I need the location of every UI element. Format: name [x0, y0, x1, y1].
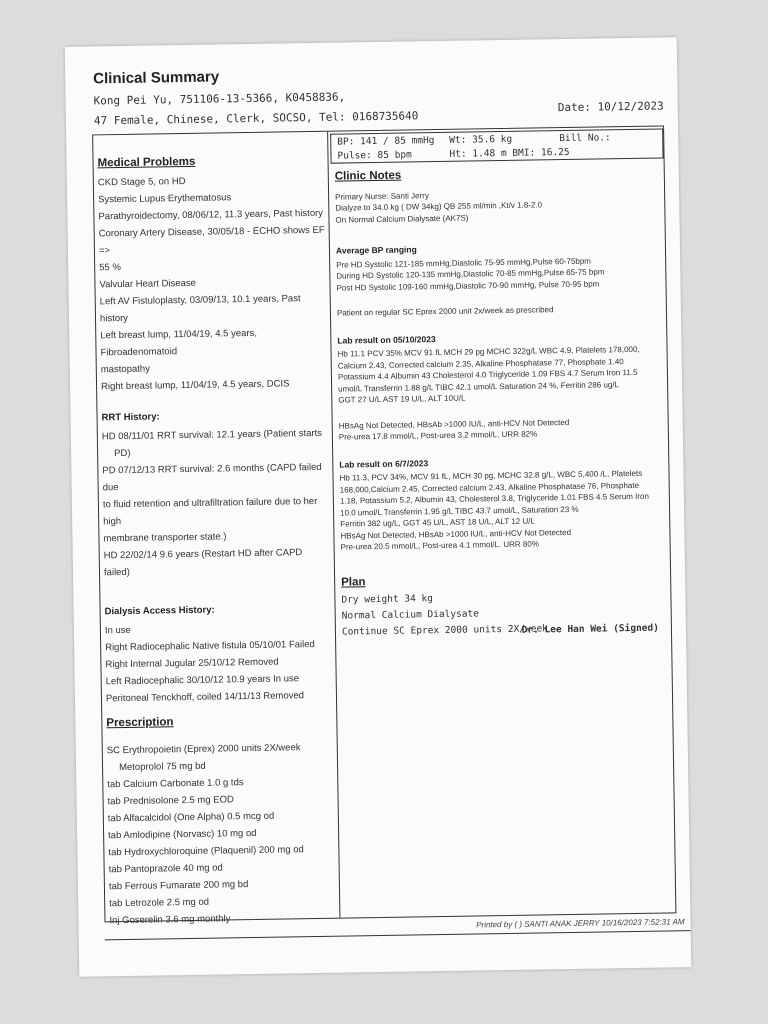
note-line: Primary Nurse: Santi Jerry	[335, 190, 429, 202]
note-line: 1.18, Potassium 5.2, Albumin 43, Cholesterol 3.8, Triglyceride 1.01 FBS 4.5 Serum Iron	[339, 491, 649, 506]
list-item: In use	[104, 624, 131, 637]
note-line: Post HD Systolic 109-160 mmHg,Diastolic 70-90 mmHg, Pulse 70-95 bpm	[336, 278, 600, 293]
note-line: Hb 11.1 PCV 35% MCV 91 fL MCH 29 pg MCHC 322g/L WBC 4.9, Platelets 178,000,	[337, 344, 640, 359]
list-item: Continue SC Eprex 2000 units 2X/week	[341, 623, 548, 638]
printed-by: Printed by ( ) SANTI ANAK JERRY 10/16/2023 7:52:31 AM	[476, 917, 685, 930]
list-item: to fluid retention and ultrafiltration failure due to her high	[102, 495, 318, 528]
note-line: Pre-urea 17.8 mmol/L, Post-urea 3.2 mmol/L. URR 82%	[338, 429, 538, 442]
note-line: Hb 11.3, PCV 34%, MCV 91 fL, MCH 30 pg, MCHC 32.8 g/L, WBC 5,400 /L, Platelets	[339, 468, 643, 483]
report-date: Date: 10/12/2023	[557, 99, 664, 115]
prescription-list	[107, 739, 336, 930]
list-item: tab Amlodipine (Norvasc) 10 mg od	[108, 827, 257, 842]
right-column	[328, 126, 671, 640]
note-line: 168,000,Calcium 2.45, Corrected calcium 2.43, Alkaline Phosphatase 76, Phosphate	[339, 480, 640, 495]
list-item: Right Internal Jugular 25/10/12 Removed	[105, 656, 279, 671]
list-item: tab Calcium Carbonate 1.0 g tds	[107, 777, 244, 791]
note-line: Pre HD Systolic 121-185 mmHg,Diastolic 75-95 mmHg,Pulse 60-75bpm	[336, 256, 591, 270]
plan-heading: Plan	[341, 575, 366, 589]
list-item: 55 %	[99, 262, 121, 274]
clinic-notes-heading: Clinic Notes	[334, 169, 402, 183]
list-item: HD 22/02/14 9.6 years (Restart HD after CAPD failed)	[103, 547, 303, 579]
note-line: Calcium 2.43, Corrected calcium 2.35, Alkaline Phosphatase 77, Phosphate 1.40	[337, 356, 624, 371]
list-item: Normal Calcium Dialysate	[341, 608, 480, 622]
patient-details	[93, 86, 418, 131]
note-line: Pre-urea 20.5 mmol/L, Post-urea 4.1 mmol/L. URR 80%	[340, 539, 539, 552]
note-line: Dialyze to 34.0 kg ( DW 34kg) QB 255 ml/min ,Kt/v 1.8-2.0	[335, 200, 543, 213]
list-item: mastopathy	[100, 363, 151, 376]
list-item: Peritoneal Tenckhoff, coiled 14/11/13 Removed	[105, 690, 305, 705]
bp-heading: Average BP ranging	[335, 244, 417, 256]
list-item: PD 07/12/13 RRT survival: 2.6 months (CAPD failed due	[102, 461, 322, 494]
lab2-heading: Lab result on 6/7/2023	[339, 457, 429, 470]
note-line: Potassium 4.4 Albumin 43 Cholesterol 4.0 Triglyceride 1.09 FBS 4.7 Serum Iron 11.5	[337, 367, 638, 382]
lab1-heading: Lab result on 05/10/2023	[337, 333, 436, 346]
dialysis-access-list	[105, 619, 332, 708]
page-title: Clinical Summary	[93, 68, 220, 88]
list-item: Right Radiocephalic Native fistula 05/10/01 Failed	[105, 639, 315, 654]
list-item: Systemic Lupus Erythematosus	[98, 192, 232, 206]
list-item: Left Radiocephalic 30/10/12 10.9 years In use	[105, 673, 300, 688]
eprex-note: Patient on regular SC Eprex 2000 unit 2x/week as prescribed	[336, 305, 554, 318]
list-item: Left breast lump, 11/04/19, 4.5 years, Fibroadenomatoid	[100, 327, 258, 359]
list-item: Right breast lump, 11/04/19, 4.5 years, DCIS	[100, 378, 290, 393]
list-item: Parathyroidectomy, 08/06/12, 11.3 years, Past history	[98, 207, 324, 223]
note-line: umol/L Transferrin 1.88 g/L TIBC 42.1 umol/L Saturation 24 %, Ferritin 286 ug/L	[338, 379, 620, 394]
medical-problems-list	[98, 171, 327, 396]
list-item: Dry weight 34 kg	[341, 593, 434, 606]
list-item: CKD Stage 5, on HD	[97, 175, 186, 189]
patient-line-1: Kong Pei Yu, 751106-13-5366, K0458836,	[93, 90, 346, 108]
list-item: tab Ferrous Fumarate 200 mg bd	[108, 879, 249, 893]
patient-line-2: 47 Female, Chinese, Clerk, SOCSO, Tel: 0168735640	[93, 109, 419, 128]
list-item: tab Hydroxychloroquine (Plaquenil) 200 mg od	[108, 844, 304, 859]
list-item: SC Erythropoietin (Eprex) 2000 units 2X/week	[106, 742, 301, 757]
list-item: Inj Goserelin 3.6 mg monthly	[109, 913, 231, 927]
note-line: HBsAg Not Detected, HBsAb >1000 IU/L, anti-HCV Not Detected	[340, 527, 572, 541]
list-item: Coronary Artery Disease, 30/05/18 - ECHO shows EF =>	[98, 224, 325, 257]
list-item: membrane transporter state.)	[103, 531, 227, 545]
rrt-history-list	[102, 425, 330, 582]
note-line: On Normal Calcium Dialysate (AK7S)	[335, 213, 469, 225]
medical-problems-heading: Medical Problems	[97, 155, 196, 170]
vitals-box	[330, 128, 663, 163]
footer-rule	[105, 930, 691, 940]
list-item: PD)	[114, 447, 131, 460]
pulse: Pulse: 85 bpm	[337, 149, 412, 162]
note-line: Ferritin 382 ug/L, GGT 45 U/L, AST 18 U/L, ALT 12 U/L	[340, 516, 535, 529]
list-item: tab Prednisolone 2.5 mg EOD	[107, 794, 234, 808]
list-item: tab Pantoprazole 40 mg od	[108, 862, 223, 876]
list-item: HD 08/11/01 RRT survival: 12.1 years (Patient starts	[101, 427, 323, 443]
list-item: tab Letrozole 2.5 mg od	[109, 896, 210, 910]
height-bmi: Ht: 1.48 m BMI: 16.25	[449, 146, 570, 160]
dialysis-access-heading: Dialysis Access History:	[104, 604, 215, 618]
note-line: 10.0 umol/L Transferrin 1.95 g/L TIBC 43.7 umol/L, Saturation 23 %	[340, 504, 579, 518]
list-item: tab Alfacalcidol (One Alpha) 0.5 mcg od	[107, 810, 275, 825]
clinic-notes	[329, 166, 671, 640]
note-line: GGT 27 U/L AST 19 U/L, ALT 10U/L	[338, 393, 466, 405]
document-page	[65, 37, 692, 976]
list-item: Valvular Heart Disease	[99, 277, 197, 291]
list-item: Left AV Fistuloplasty, 03/09/13, 10.1 years, Past history	[99, 293, 301, 325]
note-line: During HD Systolic 120-135 mmHg,Diastolic 70-85 mmHg,Pulse 65-75 bpm	[336, 267, 605, 281]
blood-pressure: BP: 141 / 85 mmHg	[337, 135, 435, 148]
note-line: HBsAg Not Detected, HBsAb >1000 IU/L, anti-HCV Not Detected	[338, 417, 570, 431]
doctor-signature: Dr. Lee Han Wei (Signed)	[521, 622, 660, 636]
rrt-history-heading: RRT History:	[101, 411, 160, 424]
left-column	[93, 132, 339, 930]
prescription-heading: Prescription	[106, 716, 174, 730]
weight: Wt: 35.6 kg	[449, 133, 513, 146]
list-item: Metoprolol 75 mg bd	[118, 760, 206, 774]
bill-number: Bill No.:	[559, 132, 611, 145]
